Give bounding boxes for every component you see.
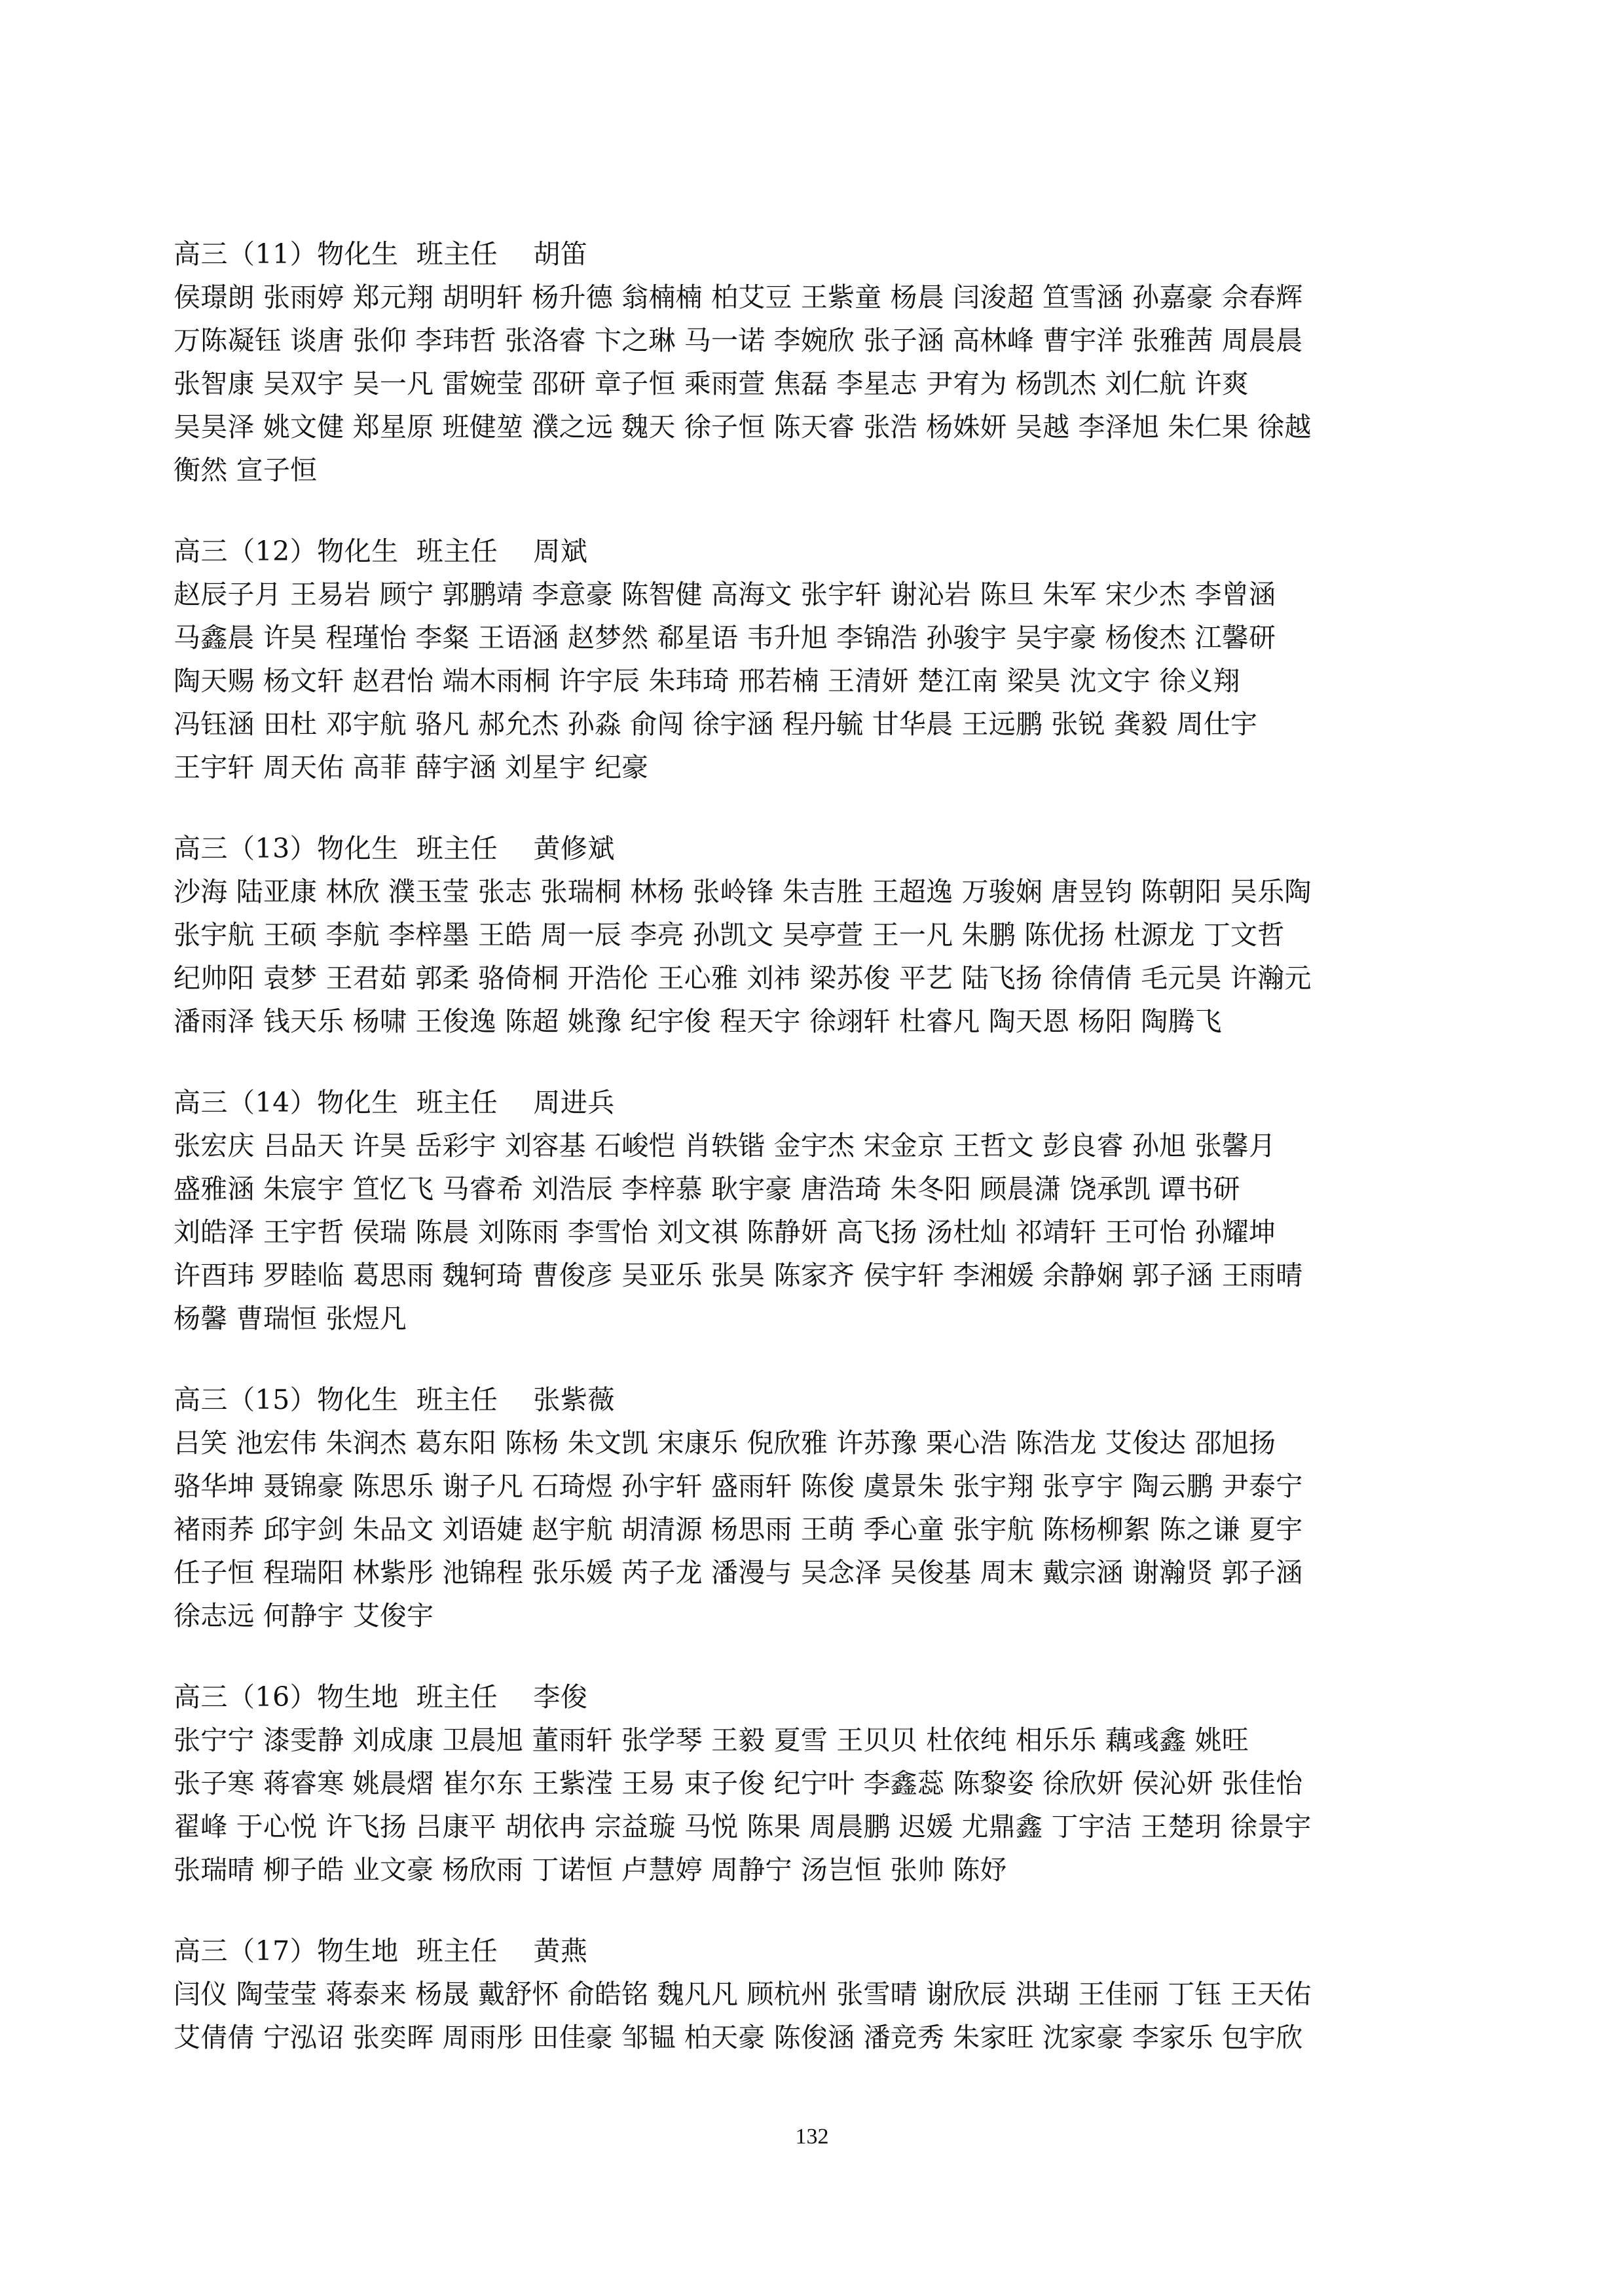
names-line: 徐志远 何静宇 艾俊宇 [174, 1600, 434, 1631]
names-line: 刘皓泽 王宇哲 侯瑞 陈晨 刘陈雨 李雪怡 刘文祺 陈静妍 高飞扬 汤杜灿 祁靖轩 王可怡 孙耀坤 [174, 1216, 1276, 1248]
class-section [174, 530, 1470, 789]
names-line: 陶天赐 杨文轩 赵君怡 端木雨桐 许宇辰 朱玮琦 邢若楠 王清妍 楚江南 梁昊 沈文宇 徐义翔 [174, 665, 1240, 697]
names-line: 赵辰子月 王易岩 顾宁 郭鹏靖 李意豪 陈智健 高海文 张宇轩 谢沁岩 陈旦 朱军 宋少杰 李曾涵 [174, 579, 1276, 610]
names-line: 沙海 陆亚康 林欣 濮玉莹 张志 张瑞桐 林杨 张岭锋 朱吉胜 王超逸 万骏娴 唐昱钧 陈朝阳 吴乐陶 [174, 876, 1312, 907]
class-section [174, 827, 1470, 1043]
class-header: 高三（13）物化生 班主任 黄修斌 [174, 833, 615, 864]
names-line: 吕笑 池宏伟 朱润杰 葛东阳 陈杨 朱文凯 宋康乐 倪欣雅 许苏豫 栗心浩 陈浩龙 艾俊达 邵旭扬 [174, 1427, 1276, 1459]
student-names [174, 1421, 1470, 1637]
names-line: 万陈凝钰 谈唐 张仰 李玮哲 张洛睿 卞之琳 马一诺 李婉欣 张子涵 高林峰 曹宇洋 张雅茜 周晨晨 [174, 325, 1303, 356]
names-line: 骆华坤 聂锦豪 陈思乐 谢子凡 石琦煜 孙宇轩 盛雨轩 陈俊 虞景朱 张宇翔 张亨宇 陶云鹏 尹泰宁 [174, 1470, 1303, 1502]
names-line: 张瑞晴 柳子皓 业文豪 杨欣雨 丁诺恒 卢慧婷 周静宁 汤岂恒 张帅 陈妤 [174, 1854, 1007, 1886]
names-line: 盛雅涵 朱宸宇 笪忆飞 马睿希 刘浩辰 李梓慕 耿宇豪 唐浩琦 朱冬阳 顾晨潇 饶承凯 谭书研 [174, 1173, 1240, 1205]
class-header: 高三（12）物化生 班主任 周斌 [174, 536, 588, 567]
names-line: 任子恒 程瑞阳 林紫彤 池锦程 张乐媛 芮子龙 潘漫与 吴念泽 吴俊基 周末 戴宗涵 谢瀚贤 郭子涵 [174, 1557, 1303, 1588]
page-number: 132 [795, 2124, 829, 2149]
names-line: 褚雨荞 邱宇剑 朱品文 刘语婕 赵宇航 胡清源 杨思雨 王萌 季心童 张宇航 陈杨柳絮 陈之谦 夏宇 [174, 1514, 1303, 1545]
names-line: 闫仪 陶莹莹 蒋泰来 杨晟 戴舒怀 俞皓铭 魏凡凡 顾杭州 张雪晴 谢欣辰 洪瑚 王佳丽 丁钰 王天佑 [174, 1978, 1312, 2010]
names-line: 马鑫晨 许昊 程瑾怡 李粲 王语涵 赵梦然 郗星语 韦升旭 李锦浩 孙骏宇 吴宇豪 杨俊杰 江馨研 [174, 622, 1276, 653]
names-line: 纪帅阳 袁梦 王君茹 郭柔 骆倚桐 开浩伦 王心雅 刘祎 梁苏俊 平艺 陆飞扬 徐倩倩 毛元昊 许瀚元 [174, 962, 1312, 994]
class-header: 高三（16）物生地 班主任 李俊 [174, 1681, 588, 1713]
class-header: 高三（14）物化生 班主任 周进兵 [174, 1087, 615, 1118]
names-line: 张宁宁 漆雯静 刘成康 卫晨旭 董雨轩 张学琴 王毅 夏雪 王贝贝 杜依纯 相乐乐 藕彧鑫 姚旺 [174, 1724, 1249, 1756]
student-names [174, 1973, 1470, 2059]
student-names [174, 1719, 1470, 1891]
class-roster-list [174, 232, 1470, 2097]
names-line: 侯璟朗 张雨婷 郑元翔 胡明轩 杨升德 翁楠楠 柏艾豆 王紫童 杨晨 闫浚超 笪雪涵 孙嘉豪 佘春辉 [174, 282, 1303, 313]
names-line: 杨馨 曹瑞恒 张煜凡 [174, 1303, 407, 1334]
names-line: 翟峰 于心悦 许飞扬 吕康平 胡依冉 宗益璇 马悦 陈果 周晨鹏 迟媛 尤鼎鑫 丁宇洁 王楚玥 徐景宇 [174, 1811, 1312, 1842]
names-line: 吴昊泽 姚文健 郑星原 班健堃 濮之远 魏天 徐子恒 陈天睿 张浩 杨姝妍 吴越 李泽旭 朱仁果 徐越 [174, 411, 1312, 443]
names-line: 张子寒 蒋睿寒 姚晨熠 崔尔东 王紫滢 王易 束子俊 纪宁叶 李鑫蕊 陈黎姿 徐欣妍 侯沁妍 张佳怡 [174, 1768, 1303, 1799]
class-header: 高三（11）物化生 班主任 胡笛 [174, 238, 588, 270]
class-section [174, 1378, 1470, 1637]
class-section [174, 1081, 1470, 1340]
names-line: 衡然 宣子恒 [174, 454, 318, 486]
names-line: 冯钰涵 田杜 邓宇航 骆凡 郝允杰 孙淼 俞闯 徐宇涵 程丹毓 甘华晨 王远鹏 张锐 龚毅 周仕宇 [174, 708, 1258, 740]
student-names [174, 1124, 1470, 1340]
names-line: 张宇航 王硕 李航 李梓墨 王皓 周一辰 李亮 孙凯文 吴亭萱 王一凡 朱鹏 陈优扬 杜源龙 丁文哲 [174, 919, 1285, 951]
class-section [174, 1675, 1470, 1891]
student-names [174, 573, 1470, 789]
student-names [174, 870, 1470, 1043]
class-section [174, 1929, 1470, 2059]
class-section [174, 232, 1470, 492]
class-header: 高三（15）物化生 班主任 张紫薇 [174, 1384, 615, 1415]
names-line: 潘雨泽 钱天乐 杨啸 王俊逸 陈超 姚豫 纪宇俊 程天宇 徐翊轩 杜睿凡 陶天恩 杨阳 陶腾飞 [174, 1006, 1222, 1037]
student-names [174, 276, 1470, 492]
names-line: 张智康 吴双宇 吴一凡 雷婉莹 邵研 章子恒 乘雨萱 焦磊 李星志 尹宥为 杨凯杰 刘仁航 许爽 [174, 368, 1249, 399]
names-line: 王宇轩 周天佑 高菲 薛宇涵 刘星宇 纪豪 [174, 752, 649, 783]
class-header: 高三（17）物生地 班主任 黄燕 [174, 1935, 588, 1967]
names-line: 艾倩倩 宁泓诏 张奕晖 周雨彤 田佳豪 邹韫 柏天豪 陈俊涵 潘竞秀 朱家旺 沈家豪 李家乐 包宇欣 [174, 2022, 1303, 2053]
names-line: 许酉玮 罗睦临 葛思雨 魏轲琦 曹俊彦 吴亚乐 张昊 陈家齐 侯宇轩 李湘媛 余静娴 郭子涵 王雨晴 [174, 1260, 1303, 1291]
names-line: 张宏庆 吕品天 许昊 岳彩宇 刘容基 石峻恺 肖轶锴 金宇杰 宋金京 王哲文 彭良睿 孙旭 张馨月 [174, 1130, 1276, 1161]
